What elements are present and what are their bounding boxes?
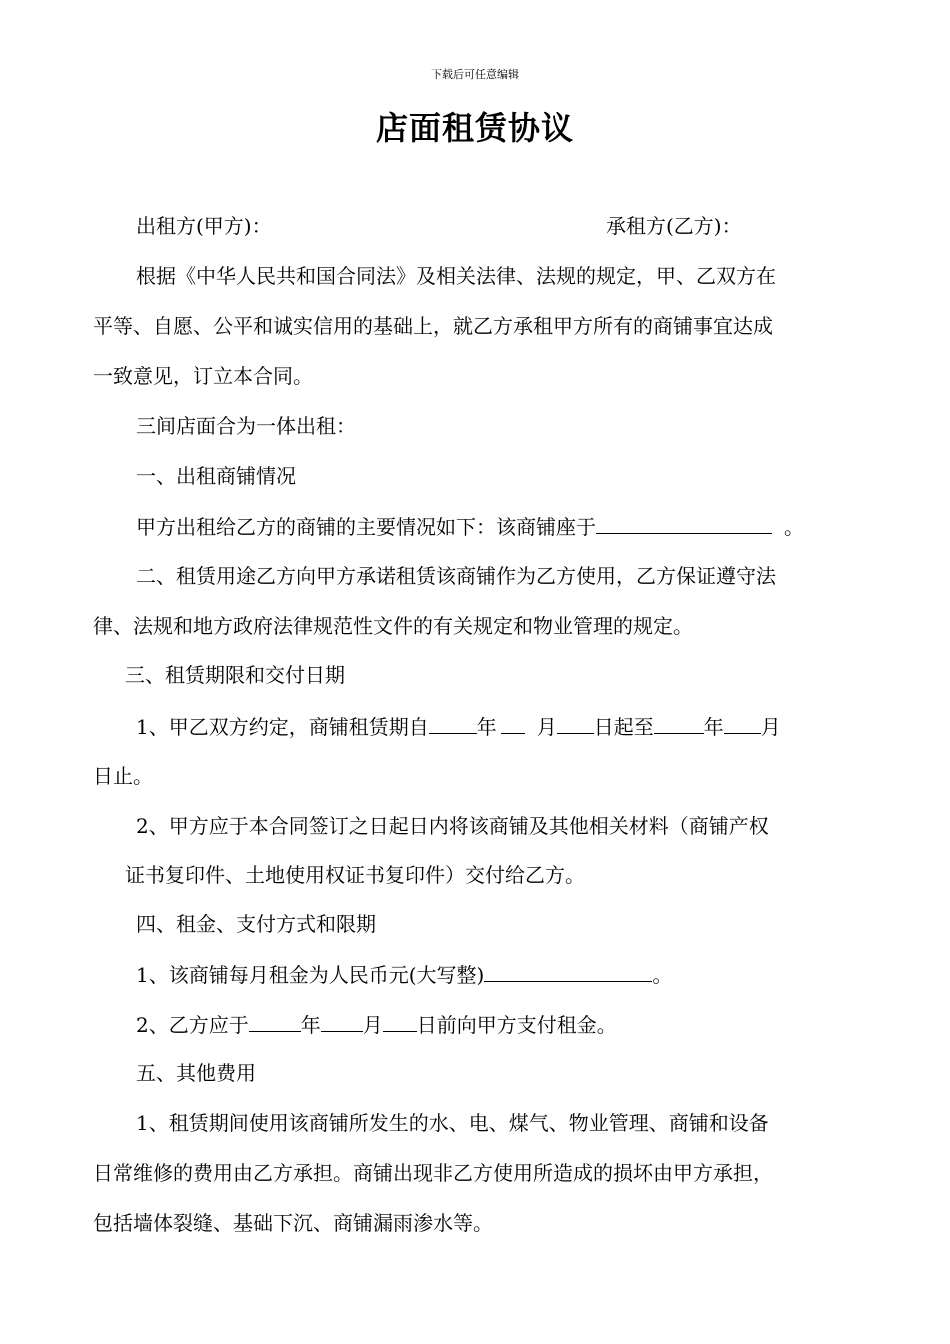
section4-item2-line (0, 1009, 950, 1040)
end-year-blank (654, 711, 704, 734)
section5-item1-line-1: 1、租赁期间使用该商铺所发生的水、电、煤气、物业管理、商铺和设备 (136, 1111, 769, 1135)
section4-heading: 四、租金、支付方式和限期 (136, 912, 376, 936)
section4-item1-line (0, 959, 950, 990)
section1-heading: 一、出租商铺情况 (136, 464, 296, 488)
payment-year-blank (249, 1009, 301, 1032)
section1-text: 甲方出租给乙方的商铺的主要情况如下：该商铺座于 (136, 515, 596, 539)
start-month-blank (501, 711, 525, 734)
lessor-label: 出租方(甲方)： (136, 214, 272, 238)
section5-item1-line-3: 包括墙体裂缝、基础下沉、商铺漏雨渗水等。 (93, 1211, 493, 1235)
section1-end: 。 (784, 515, 804, 539)
preamble-line-1: 根据《中华人民共和国合同法》及相关法律、法规的规定，甲、乙双方在 (136, 264, 776, 288)
payment-date-end: 日前向甲方支付租金。 (416, 1013, 617, 1037)
rent-amount-end: 。 (652, 963, 673, 987)
preamble-line-2: 平等、自愿、公平和诚实信用的基础上，就乙方承租甲方所有的商铺事宜达成 (93, 314, 773, 338)
rent-amount-text: 1、该商铺每月租金为人民币元(大写整) (136, 963, 485, 987)
end-month-blank (724, 711, 761, 734)
section2-line-1: 二、租赁用途乙方向甲方承诺租赁该商铺作为乙方使用，乙方保证遵守法 (136, 564, 776, 588)
section1-text-line (0, 511, 950, 542)
payment-month-label: 月 (362, 1013, 383, 1037)
start-month-label: 月 (536, 715, 557, 739)
payment-month-blank (321, 1009, 363, 1032)
section5-heading: 五、其他费用 (136, 1061, 256, 1085)
preamble-line-3: 一致意见，订立本合同。 (93, 364, 313, 388)
section3-item1-line (0, 711, 950, 742)
term-end-text: 日止。 (93, 764, 153, 788)
rent-amount-blank (484, 959, 652, 982)
header-note: 下载后可任意编辑 (431, 68, 519, 81)
start-day-blank (557, 711, 594, 734)
payment-day-blank (383, 1009, 417, 1032)
lessee-label: 承租方(乙方)： (606, 214, 742, 238)
start-day-label: 日起至 (593, 715, 654, 739)
end-year-label: 年 (703, 715, 724, 739)
term-start-text: 1、甲乙双方约定，商铺租赁期自 (136, 715, 429, 739)
payment-date-text: 2、乙方应于 (136, 1013, 249, 1037)
section5-item1-line-2: 日常维修的费用由乙方承担。商铺出现非乙方使用所造成的损坏由甲方承担， (93, 1161, 773, 1185)
intro-line: 三间店面合为一体出租： (136, 414, 356, 438)
section3-item2-line-1: 2、甲方应于本合同签订之日起日内将该商铺及其他相关材料（商铺产权 (136, 814, 769, 838)
document-title: 店面租赁协议 (375, 109, 574, 147)
start-year-blank (429, 711, 477, 734)
start-year-label: 年 (476, 715, 497, 739)
section2-line-2: 律、法规和地方政府法律规范性文件的有关规定和物业管理的规定。 (93, 614, 693, 638)
section3-heading: 三、租赁期限和交付日期 (125, 663, 345, 687)
section3-item2-line-2: 证书复印件、土地使用权证书复印件）交付给乙方。 (125, 863, 585, 887)
payment-year-label: 年 (300, 1013, 321, 1037)
location-blank (596, 511, 772, 534)
end-month-label: 月 (760, 715, 781, 739)
